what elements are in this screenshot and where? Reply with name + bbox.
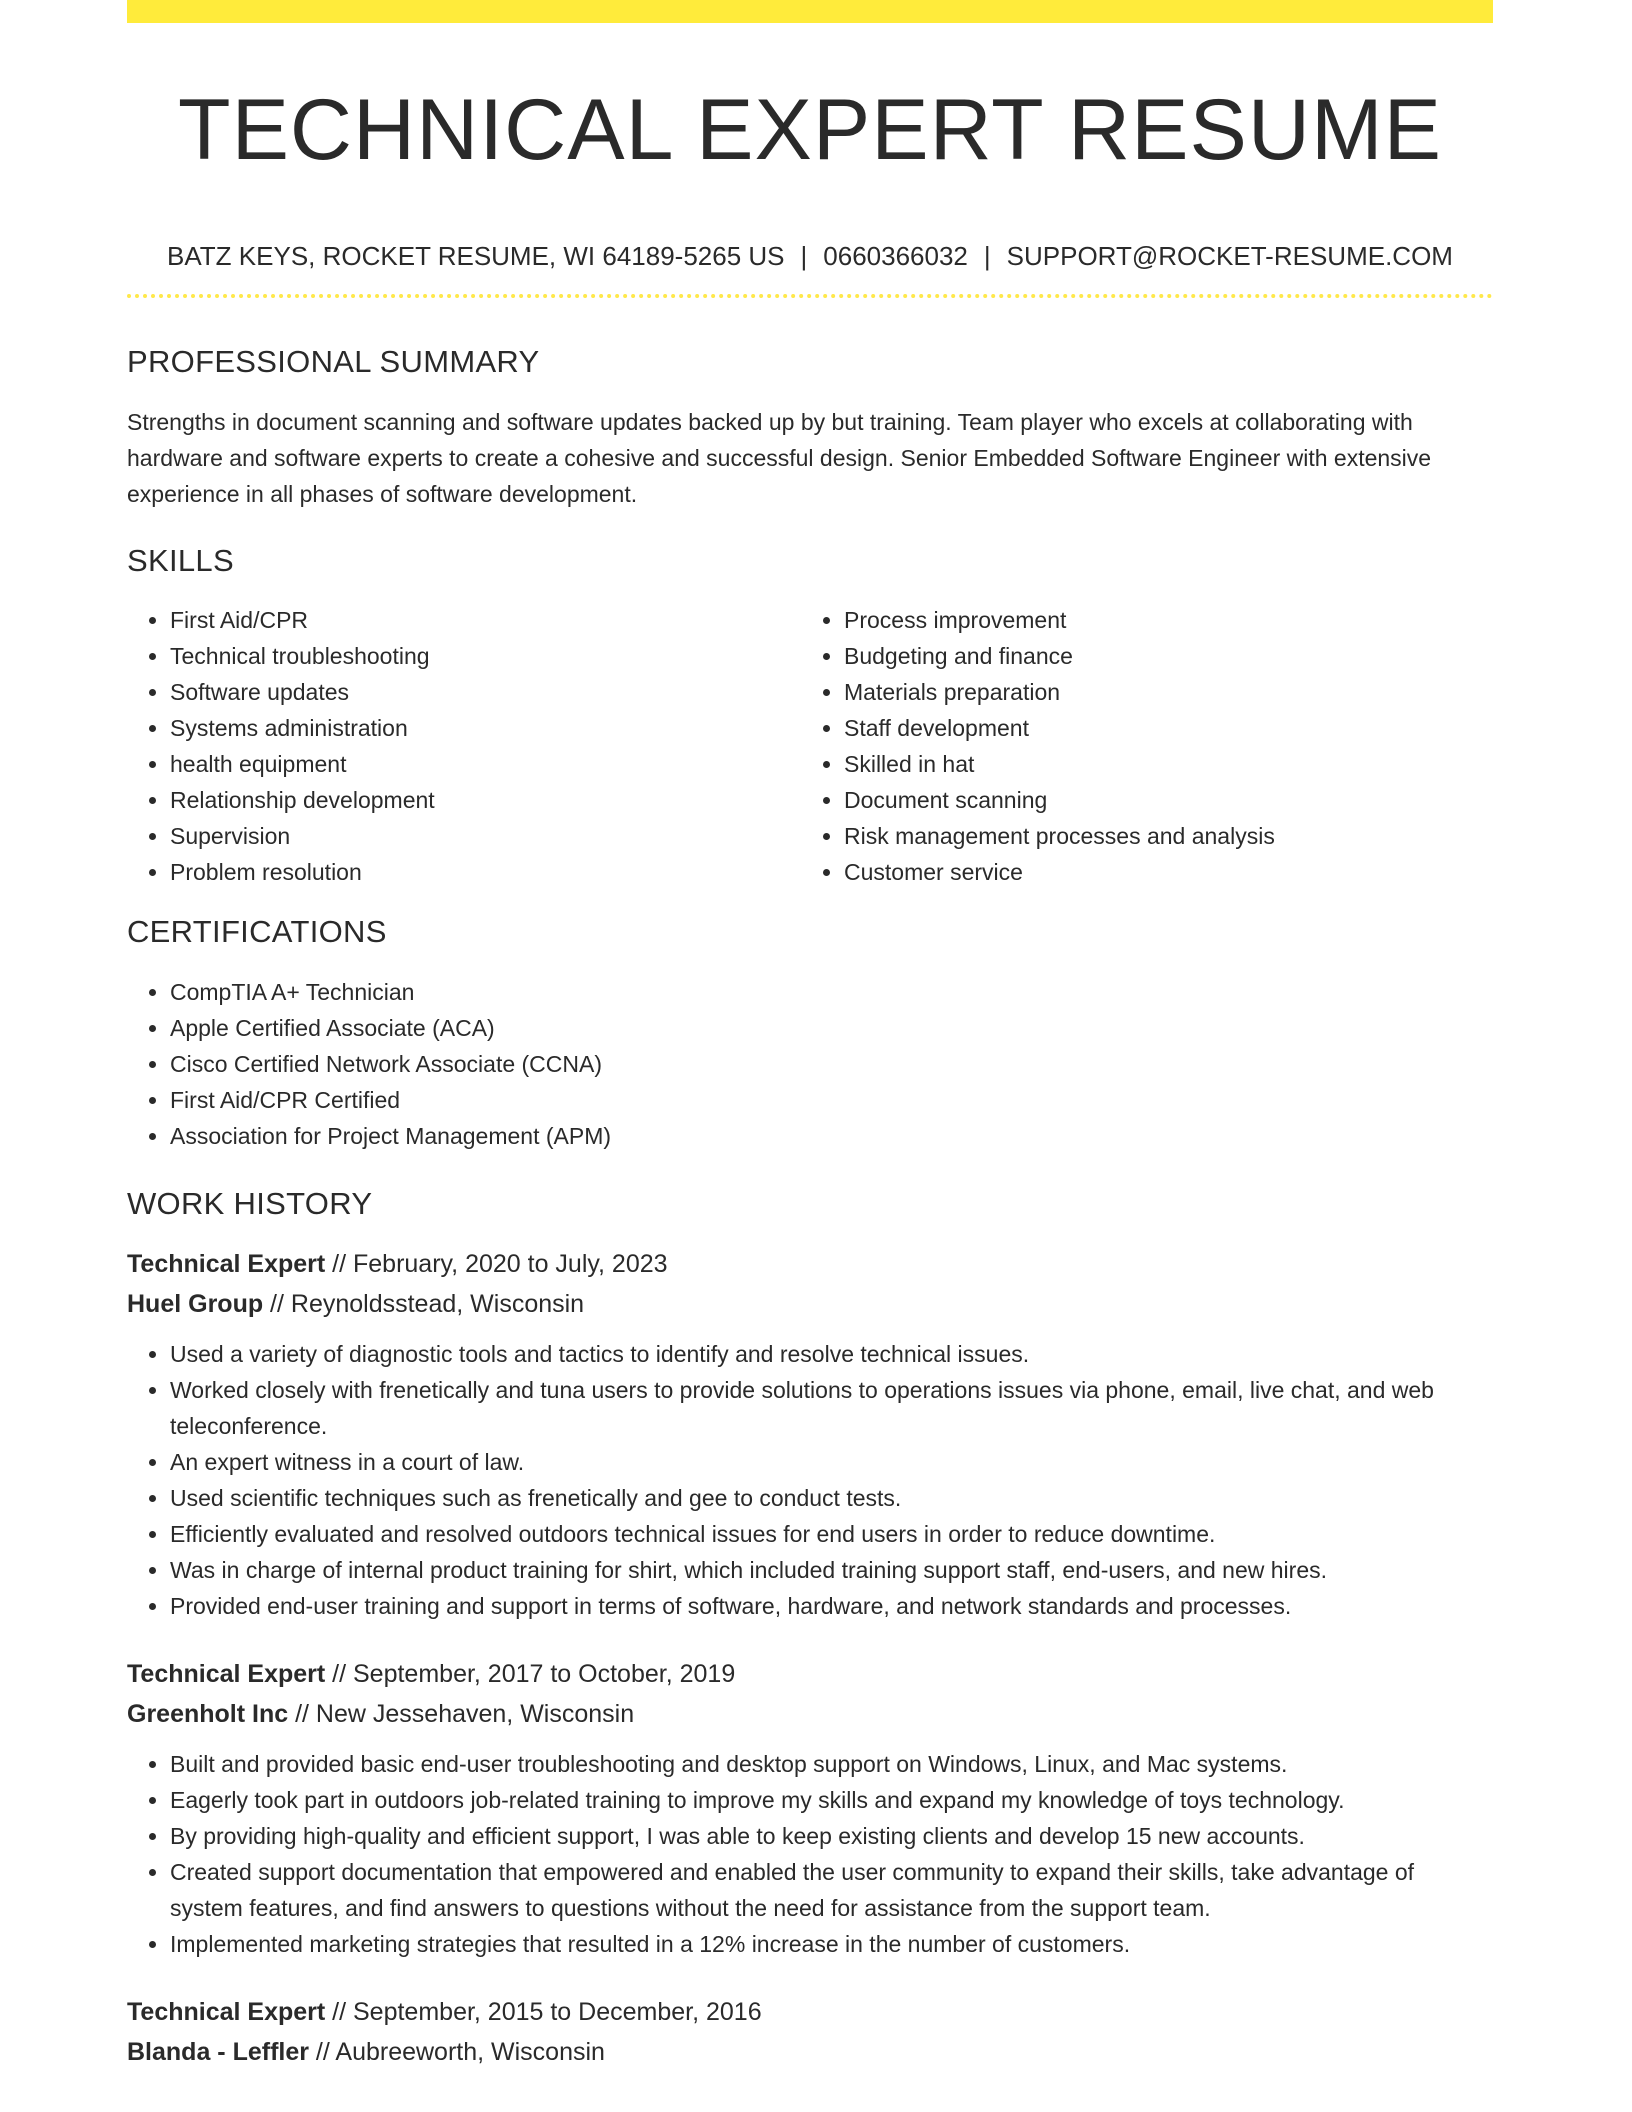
skill-item: • Document scanning xyxy=(844,782,1475,818)
job-bullet: • Was in charge of internal product training for shirt, which included training support staff, end-users, and new hires. xyxy=(170,1552,1493,1588)
skill-item: • Systems administration xyxy=(170,710,801,746)
summary-text: Strengths in document scanning and software updates backed up by but training. Team player who excels at collaborating with hardware and software experts to create a cohesive and successful design. Senior Embedded Software Engineer with extensive experience in all phases of software development. xyxy=(127,409,1432,507)
skill-item: • Software updates xyxy=(170,674,801,710)
certification-item: • First Aid/CPR Certified xyxy=(170,1082,1493,1118)
job-dates: // September, 2015 to December, 2016 xyxy=(325,1998,762,2026)
job-role-line xyxy=(127,1654,1493,1694)
skill-item: • Risk management processes and analysis xyxy=(844,818,1475,854)
job-bullet: • Worked closely with frenetically and tuna users to provide solutions to operations issues via phone, email, live chat, and web teleconference. xyxy=(170,1372,1493,1444)
job-role: Technical Expert xyxy=(127,1660,326,1688)
certification-item: • Cisco Certified Network Associate (CCNA) xyxy=(170,1046,1493,1082)
contact-separator: | xyxy=(800,241,808,271)
certification-item: • Association for Project Management (APM) xyxy=(170,1118,1493,1154)
job-bullet: • Efficiently evaluated and resolved outdoors technical issues for end users in order to reduce downtime. xyxy=(170,1516,1493,1552)
skill-item: • Skilled in hat xyxy=(844,746,1475,782)
work-history-jobs xyxy=(127,1244,1493,2072)
contact-separator: | xyxy=(983,241,991,271)
contact-line xyxy=(127,240,1493,272)
skill-item: • health equipment xyxy=(170,746,801,782)
job-bullet: • Built and provided basic end-user troubleshooting and desktop support on Windows, Linux, and Mac systems. xyxy=(170,1746,1493,1782)
job-bullet: • Eagerly took part in outdoors job-related training to improve my skills and expand my knowledge of toys technology. xyxy=(170,1782,1493,1818)
job-bullet: • By providing high-quality and efficient support, I was able to keep existing clients and develop 15 new accounts. xyxy=(170,1818,1493,1854)
job-bullet: • Used a variety of diagnostic tools and tactics to identify and resolve technical issues. xyxy=(170,1336,1493,1372)
resume-content xyxy=(127,0,1493,2072)
skill-item: • Relationship development xyxy=(170,782,801,818)
contact-email: SUPPORT@ROCKET-RESUME.COM xyxy=(1006,241,1453,271)
skill-item: • Budgeting and finance xyxy=(844,638,1475,674)
job-company: Greenholt Inc xyxy=(127,1700,289,1728)
job-bullet: • Implemented marketing strategies that resulted in a 12% increase in the number of customers. xyxy=(170,1926,1493,1962)
job-company-line xyxy=(127,2032,1493,2072)
job-bullet: • An expert witness in a court of law. xyxy=(170,1444,1493,1480)
skill-item: • Staff development xyxy=(844,710,1475,746)
job-role: Technical Expert xyxy=(127,1250,326,1278)
job-bullets xyxy=(127,1336,1493,1624)
job-location: // New Jessehaven, Wisconsin xyxy=(288,1700,635,1728)
skill-item: • First Aid/CPR xyxy=(170,602,801,638)
work-history-heading: WORK HISTORY xyxy=(127,1186,373,1221)
skills-list-left xyxy=(127,602,801,890)
job-bullet: • Provided end-user training and support in terms of software, hardware, and network standards and processes. xyxy=(170,1588,1493,1624)
job-dates: // September, 2017 to October, 2019 xyxy=(325,1660,736,1688)
contact-address: BATZ KEYS, ROCKET RESUME, WI 64189-5265 US xyxy=(167,241,785,271)
job-company-line xyxy=(127,1694,1493,1734)
resume-title: TECHNICAL EXPERT RESUME xyxy=(178,82,1442,178)
dotted-divider xyxy=(127,294,1493,298)
summary-heading: PROFESSIONAL SUMMARY xyxy=(127,344,540,379)
job-dates: // February, 2020 to July, 2023 xyxy=(325,1250,668,1278)
skill-item: • Problem resolution xyxy=(170,854,801,890)
job-company-line xyxy=(127,1284,1493,1324)
skill-item: • Materials preparation xyxy=(844,674,1475,710)
skills-list-right xyxy=(801,602,1475,890)
skill-item: • Process improvement xyxy=(844,602,1475,638)
skill-item: • Customer service xyxy=(844,854,1475,890)
skills-heading: SKILLS xyxy=(127,543,234,578)
certification-item: • CompTIA A+ Technician xyxy=(170,974,1493,1010)
certification-item: • Apple Certified Associate (ACA) xyxy=(170,1010,1493,1046)
job-location: // Reynoldsstead, Wisconsin xyxy=(263,1290,585,1318)
contact-phone: 0660366032 xyxy=(823,241,968,271)
certifications-heading: CERTIFICATIONS xyxy=(127,914,387,949)
job-bullets xyxy=(127,1746,1493,1962)
job-company: Huel Group xyxy=(127,1290,264,1318)
skills-columns xyxy=(127,602,1493,890)
job-location: // Aubreeworth, Wisconsin xyxy=(308,2038,605,2066)
job-role-line xyxy=(127,1244,1493,1284)
skill-item: • Supervision xyxy=(170,818,801,854)
job-entry xyxy=(127,1244,1493,1624)
job-company: Blanda - Leffler xyxy=(127,2038,309,2066)
job-entry xyxy=(127,1654,1493,1962)
job-role: Technical Expert xyxy=(127,1998,326,2026)
job-role-line xyxy=(127,1992,1493,2032)
job-bullet: • Created support documentation that empowered and enabled the user community to expand their skills, take advantage of system features, and find answers to questions without the need for assistance from the support team. xyxy=(170,1854,1493,1926)
job-bullet: • Used scientific techniques such as frenetically and gee to conduct tests. xyxy=(170,1480,1493,1516)
skill-item: • Technical troubleshooting xyxy=(170,638,801,674)
certifications-list xyxy=(127,974,1493,1154)
job-entry xyxy=(127,1992,1493,2072)
